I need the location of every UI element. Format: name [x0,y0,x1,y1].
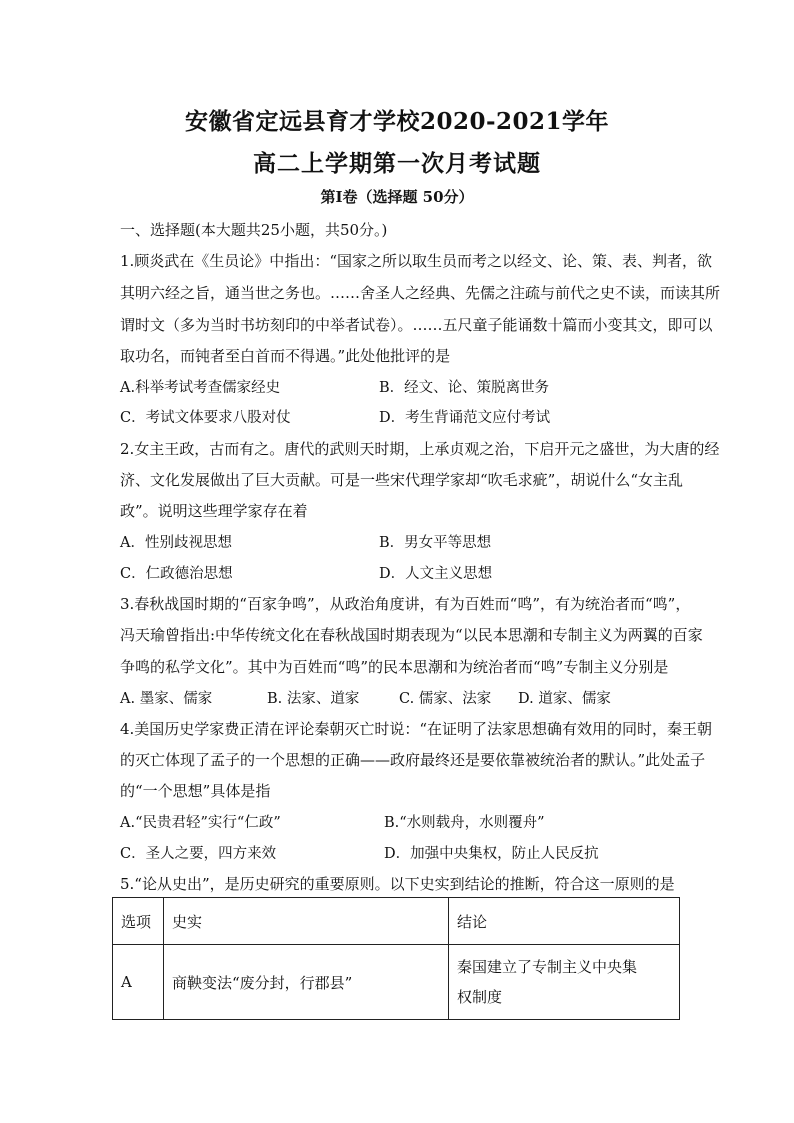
q2-option-b: B．男女平等思想 [379,535,492,551]
section-instructions: 一、选择题(本大题共25小题，共50分。) [120,221,388,239]
table-row [113,945,680,1020]
q1-stem-line: 1.顾炎武在《生员论》中指出：“国家之所以取生员而考之以经文、论、策、表、判者，欲 [120,252,712,270]
table-header-option: 选项 [113,898,164,945]
q5-stem: 5.“论从史出”，是历史研究的重要原则。以下史实到结论的推断，符合这一原则的是 [120,875,675,893]
q3-option-b: B. 法家、道家 [267,691,360,707]
conclusion-line: 权制度 [457,988,503,1006]
table-header-fact: 史实 [164,898,449,945]
q4-stem-line: 4.美国历史学家费正清在评论秦朝灭亡时说：“在证明了法家思想确有效用的同时，秦王朝 [120,720,712,738]
q1-option-a: A.科举考试考查儒家经史 [120,380,281,396]
q2-option-a: A．性别歧视思想 [120,535,232,551]
q3-stem-line: 争鸣的私学文化”。其中为百姓而“鸣”的民本思潮和为统治者而“鸣”专制主义分别是 [120,658,669,676]
q4-option-d: D．加强中央集权，防止人民反抗 [384,846,599,862]
q1-stem-line: 谓时文（多为当时书坊刻印的中举者试卷）。……五尺童子能诵数十篇而小变其文，即可以 [120,316,713,334]
q2-option-d: D．人文主义思想 [379,566,493,582]
exam-title-line1: 安徽省定远县育才学校2020-2021学年 [184,108,610,135]
q2-stem-line: 政”。说明这些理学家存在着 [120,502,308,520]
q4-option-a: A.“民贵君轻”实行“仁政” [120,815,281,831]
exam-title-line2: 高二上学期第一次月考试题 [253,150,541,177]
table-cell-option: A [113,945,164,1020]
q1-option-d: D．考生背诵范文应付考试 [379,410,551,426]
q3-option-a: A. 墨家、儒家 [120,691,213,707]
q1-option-c: C．考试文体要求八股对仗 [120,410,291,426]
q3-option-c: C. 儒家、法家 [399,691,492,707]
conclusion-line: 秦国建立了专制主义中央集 [457,958,638,976]
section-title: 第Ⅰ卷（选择题 50分） [320,188,474,206]
q2-stem-line: 济、文化发展做出了巨大贡献。可是一些宋代理学家却“吹毛求疵”，胡说什么“女主乱 [120,471,684,489]
q3-option-d: D. 道家、儒家 [518,691,611,707]
q2-option-c: C．仁政德治思想 [120,566,233,582]
q4-stem-line: 的“一个思想”具体是指 [120,782,271,800]
q4-option-b: B.“水则载舟，水则覆舟” [384,815,545,831]
q1-option-b: B．经文、论、策脱离世务 [379,380,550,396]
q4-option-c: C．圣人之要，四方来效 [120,846,277,862]
q3-stem-line: 3.春秋战国时期的“百家争鸣”，从政治角度讲，有为百姓而“鸣”，有为统治者而“鸣”， [120,595,691,613]
table-cell-conclusion [449,945,680,1020]
table-header-conclusion: 结论 [449,898,680,945]
q3-stem-line: 冯天瑜曾指出:中华传统文化在春秋战国时期表现为“以民本思潮和专制主义为两翼的百家 [120,626,703,644]
q5-table [112,897,680,1020]
table-header-row [113,898,680,945]
q1-stem-line: 取功名，而钝者至白首而不得遇。”此处他批评的是 [120,347,451,365]
q2-stem-line: 2.女主王政，古而有之。唐代的武则天时期，上承贞观之治，下启开元之盛世，为大唐的经 [120,440,720,458]
table-cell-fact: 商鞅变法“废分封，行郡县” [164,945,449,1020]
q1-stem-line: 其明六经之旨，通当世之务也。……舍圣人之经典、先儒之注疏与前代之史不读，而读其所 [120,284,721,302]
q4-stem-line: 的灭亡体现了孟子的一个思想的正确——政府最终还是要依靠被统治者的默认。”此处孟子 [120,751,706,769]
